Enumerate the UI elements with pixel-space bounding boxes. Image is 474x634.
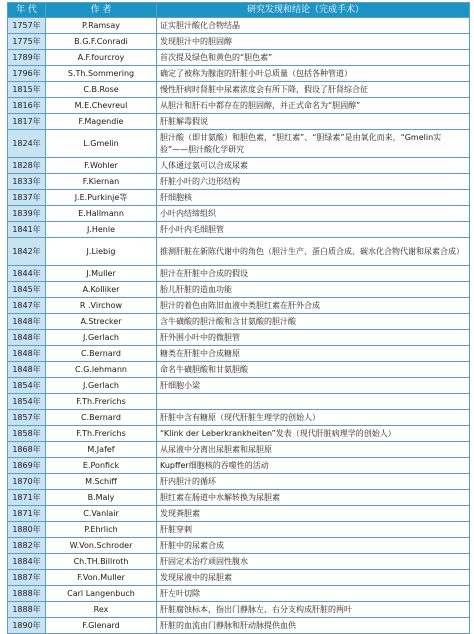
year-cell: 1841年 <box>8 222 46 238</box>
description-cell: “Klink der Leberkrankheiten”发表（现代肝脏病理学的创始人） <box>157 426 470 442</box>
description-cell: 肝脏的血流由门静脉和肝动脉提供血供 <box>157 618 470 634</box>
author-cell: Rex <box>46 602 157 618</box>
description-cell: 肝脏解毒假说 <box>157 114 470 130</box>
table-row <box>8 50 470 66</box>
table-row <box>8 490 470 506</box>
year-cell: 1871年 <box>8 490 46 506</box>
description-cell: 命名牛磺胆酸和甘氨胆酸 <box>157 362 470 378</box>
year-cell: 1887年 <box>8 570 46 586</box>
description-cell: 糖类在肝脏中合成糖原 <box>157 346 470 362</box>
author-cell: M.Jafef <box>46 442 157 458</box>
year-cell: 1796年 <box>8 66 46 82</box>
author-cell: P.Ehrlich <box>46 522 157 538</box>
description-cell: 胆红素在肠道中水解转换为尿胆素 <box>157 490 470 506</box>
description-cell: 胎儿肝脏的造血功能 <box>157 282 470 298</box>
table-row <box>8 18 470 34</box>
table-row <box>8 238 470 266</box>
year-cell: 1857年 <box>8 410 46 426</box>
author-cell: R .Virchow <box>46 298 157 314</box>
author-cell: F.Glenard <box>46 618 157 634</box>
table-row <box>8 570 470 586</box>
author-cell: C.Bernard <box>46 410 157 426</box>
year-cell: 1848年 <box>8 330 46 346</box>
year-cell: 1869年 <box>8 458 46 474</box>
description-cell: 发现胆汁中的胆固醇 <box>157 34 470 50</box>
description-cell: 确定了被称为腺泡的肝脏小叶总质量（包括各种管道） <box>157 66 470 82</box>
table-row <box>8 458 470 474</box>
year-cell: 1833年 <box>8 174 46 190</box>
table-row <box>8 394 470 410</box>
table-header <box>8 3 470 18</box>
year-cell: 1816年 <box>8 98 46 114</box>
year-cell: 1842年 <box>8 238 46 266</box>
year-cell: 1880年 <box>8 522 46 538</box>
year-cell: 1888年 <box>8 586 46 602</box>
table-row <box>8 82 470 98</box>
year-cell: 1775年 <box>8 34 46 50</box>
author-cell: A.F.fourcroy <box>46 50 157 66</box>
year-cell: 1789年 <box>8 50 46 66</box>
description-cell: 发现尿液中的尿胆素 <box>157 570 470 586</box>
author-cell: F.Von.Muller <box>46 570 157 586</box>
author-cell: J.Muller <box>46 266 157 282</box>
year-cell: 1848年 <box>8 346 46 362</box>
year-cell: 1815年 <box>8 82 46 98</box>
author-cell: F.Kiernan <box>46 174 157 190</box>
history-table-container <box>7 2 469 634</box>
table-row <box>8 506 470 522</box>
author-cell: C.B.Rose <box>46 82 157 98</box>
description-cell: 肝固定术治疗顽固性腹水 <box>157 554 470 570</box>
year-cell: 1870年 <box>8 474 46 490</box>
author-cell: C.Vanlair <box>46 506 157 522</box>
table-row <box>8 130 470 158</box>
year-cell: 1854年 <box>8 394 46 410</box>
description-cell: 肝细胞核 <box>157 190 470 206</box>
author-cell: J.Liebig <box>46 238 157 266</box>
table-row <box>8 222 470 238</box>
table-row <box>8 282 470 298</box>
description-cell <box>157 394 470 410</box>
table-row <box>8 190 470 206</box>
author-cell: Ch.TH.Billroth <box>46 554 157 570</box>
year-cell: 1839年 <box>8 206 46 222</box>
author-cell: C.G.lehmann <box>46 362 157 378</box>
header-description: 研究发现和结论（完成手术） <box>157 3 470 18</box>
author-cell: S.Th.Sommering <box>46 66 157 82</box>
table-row <box>8 34 470 50</box>
author-cell: J.Henle <box>46 222 157 238</box>
year-cell: 1828年 <box>8 158 46 174</box>
header-year: 年 代 <box>8 3 46 18</box>
year-cell: 1858年 <box>8 426 46 442</box>
year-cell: 1817年 <box>8 114 46 130</box>
author-cell: E.Hallmann <box>46 206 157 222</box>
description-cell: 含牛磺酸的胆汁酸和含甘氨酸的胆汁酸 <box>157 314 470 330</box>
history-table <box>7 2 470 634</box>
table-row <box>8 98 470 114</box>
author-cell: J.Gerlach <box>46 330 157 346</box>
author-cell: F.Magendie <box>46 114 157 130</box>
year-cell: 1884年 <box>8 554 46 570</box>
author-cell: F.Wohler <box>46 158 157 174</box>
description-cell: 从胆汁和肝石中都存在的胆固醇，并正式命名为“胆固醇” <box>157 98 470 114</box>
year-cell: 1847年 <box>8 298 46 314</box>
table-row <box>8 206 470 222</box>
table-row <box>8 298 470 314</box>
description-cell: 肝脏中含有糖原（现代肝脏生理学的创始人） <box>157 410 470 426</box>
description-cell: 胆汁的着色由陈旧血液中类胆红素在肝外合成 <box>157 298 470 314</box>
year-cell: 1890年 <box>8 618 46 634</box>
description-cell: 肝左叶切除 <box>157 586 470 602</box>
author-cell: L.Gmelin <box>46 130 157 158</box>
table-row <box>8 346 470 362</box>
description-cell: 胆汁酸（即甘氨酸）和胆色素，“胆红素”、“胆绿素”是由氧化而来，“Gmelin实验”——胆汁酸化学研究 <box>157 130 470 158</box>
year-cell: 1882年 <box>8 538 46 554</box>
year-cell: 1757年 <box>8 18 46 34</box>
year-cell: 1844年 <box>8 266 46 282</box>
table-row <box>8 174 470 190</box>
author-cell: W.Von.Schroder <box>46 538 157 554</box>
table-body <box>8 18 470 634</box>
table-row <box>8 158 470 174</box>
table-row <box>8 114 470 130</box>
year-cell: 1868年 <box>8 442 46 458</box>
description-cell: 慢性肝病时肾脏中尿素浓度会有所下降，假设了肝肾综合征 <box>157 82 470 98</box>
year-cell: 1848年 <box>8 314 46 330</box>
table-row <box>8 330 470 346</box>
description-cell: Kupffer细胞核的吞噬性的活动 <box>157 458 470 474</box>
description-cell: 发现粪胆素 <box>157 506 470 522</box>
author-cell: M.E.Chevreul <box>46 98 157 114</box>
table-row <box>8 554 470 570</box>
year-cell: 1848年 <box>8 362 46 378</box>
description-cell: 肝脏穿刺 <box>157 522 470 538</box>
description-cell: 推测肝脏在新陈代谢中的角色（胆汁生产、蛋白质合成、碳水化合物代谢和尿素合成） <box>157 238 470 266</box>
table-row <box>8 378 470 394</box>
description-cell: 肝外围小叶中的微胆管 <box>157 330 470 346</box>
author-cell: E.Ponfick <box>46 458 157 474</box>
header-author: 作 者 <box>46 3 157 18</box>
author-cell: A.Strecker <box>46 314 157 330</box>
author-cell: P.Ramsay <box>46 18 157 34</box>
author-cell: J.E.Purkinje等 <box>46 190 157 206</box>
year-cell: 1837年 <box>8 190 46 206</box>
table-row <box>8 618 470 634</box>
table-row <box>8 426 470 442</box>
description-cell: 肝脏小叶的六边形结构 <box>157 174 470 190</box>
description-cell: 人体通过氨可以合成尿素 <box>157 158 470 174</box>
author-cell: F.Th.Frerichs <box>46 426 157 442</box>
header-row <box>8 3 470 18</box>
table-row <box>8 538 470 554</box>
author-cell: B.G.F.Conradi <box>46 34 157 50</box>
table-row <box>8 410 470 426</box>
year-cell: 1888年 <box>8 602 46 618</box>
year-cell: 1824年 <box>8 130 46 158</box>
author-cell: J.Gerlach <box>46 378 157 394</box>
author-cell: F.Th.Frerichs <box>46 394 157 410</box>
description-cell: 从尿液中分离出尿胆素和尿胆原 <box>157 442 470 458</box>
table-row <box>8 266 470 282</box>
description-cell: 胆汁在肝脏中合成的假设 <box>157 266 470 282</box>
table-row <box>8 66 470 82</box>
table-row <box>8 314 470 330</box>
table-row <box>8 586 470 602</box>
description-cell: 首次提及绿色和黄色的“胆色素” <box>157 50 470 66</box>
description-cell: 小叶内结缔组织 <box>157 206 470 222</box>
year-cell: 1871年 <box>8 506 46 522</box>
year-cell: 1845年 <box>8 282 46 298</box>
year-cell: 1854年 <box>8 378 46 394</box>
description-cell: 肝脏腐蚀标本，指出门静脉左、右分支构成肝脏的两叶 <box>157 602 470 618</box>
author-cell: Carl Langenbuch <box>46 586 157 602</box>
description-cell: 肝小叶内毛细胆管 <box>157 222 470 238</box>
description-cell: 肝细胞小梁 <box>157 378 470 394</box>
description-cell: 肝内胆汁的循环 <box>157 474 470 490</box>
table-row <box>8 474 470 490</box>
table-row <box>8 522 470 538</box>
description-cell: 肝脏中的尿素合成 <box>157 538 470 554</box>
description-cell: 证实胆汁酸化合物结晶 <box>157 18 470 34</box>
table-row <box>8 362 470 378</box>
author-cell: C.Bernard <box>46 346 157 362</box>
author-cell: M.Schiff <box>46 474 157 490</box>
author-cell: B.Maly <box>46 490 157 506</box>
table-row <box>8 602 470 618</box>
author-cell: A.Kolliker <box>46 282 157 298</box>
table-row <box>8 442 470 458</box>
